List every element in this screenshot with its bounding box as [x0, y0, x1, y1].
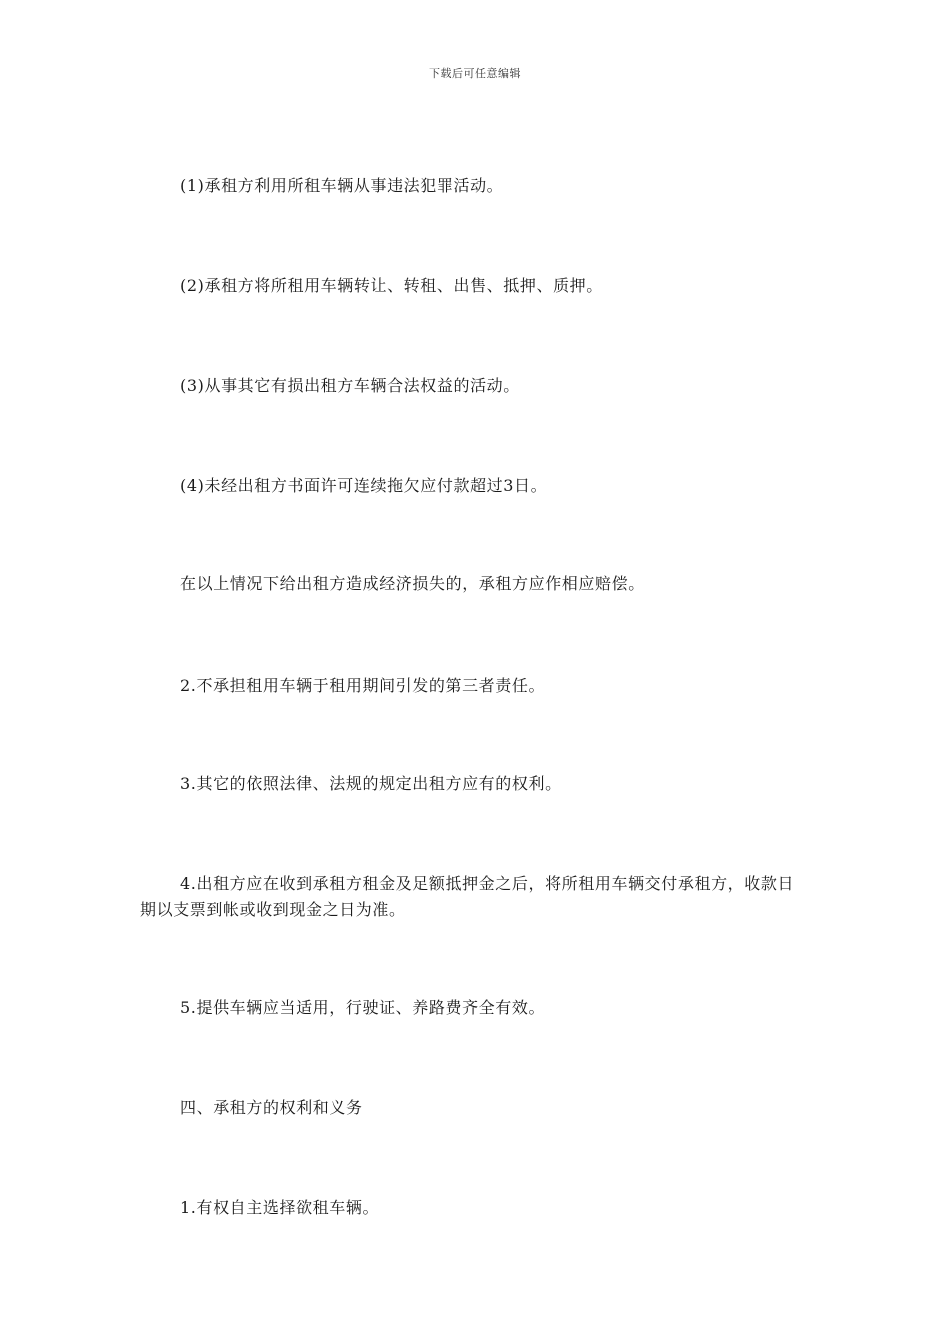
- compensation-statement: 在以上情况下给出租方造成经济损失的，承租方应作相应赔偿。: [180, 574, 645, 593]
- page-header: 下载后可任意编辑: [429, 67, 521, 80]
- clause-1-illegal-use: (1)承租方利用所租车辆从事违法犯罪活动。: [180, 176, 504, 195]
- lessee-item-1: 1.有权自主选择欲租车辆。: [180, 1198, 380, 1217]
- section-heading-lessee-rights: 四、承租方的权利和义务: [180, 1098, 363, 1117]
- clause-3-harm-rights: (3)从事其它有损出租方车辆合法权益的活动。: [180, 376, 520, 395]
- lessor-item-4: 4.出租方应在收到承租方租金及足额抵押金之后，将所租用车辆交付承租方，收款日期以支票到帐或收到现金之日为准。: [140, 874, 795, 919]
- lessor-item-2: 2.不承担租用车辆于租用期间引发的第三者责任。: [180, 676, 546, 695]
- lessor-item-5: 5.提供车辆应当适用，行驶证、养路费齐全有效。: [180, 998, 546, 1017]
- clause-4-arrears: (4)未经出租方书面许可连续拖欠应付款超过3日。: [180, 476, 548, 495]
- lessor-item-3: 3.其它的依照法律、法规的规定出租方应有的权利。: [180, 774, 562, 793]
- clause-2-transfer: (2)承租方将所租用车辆转让、转租、出售、抵押、质押。: [180, 276, 603, 295]
